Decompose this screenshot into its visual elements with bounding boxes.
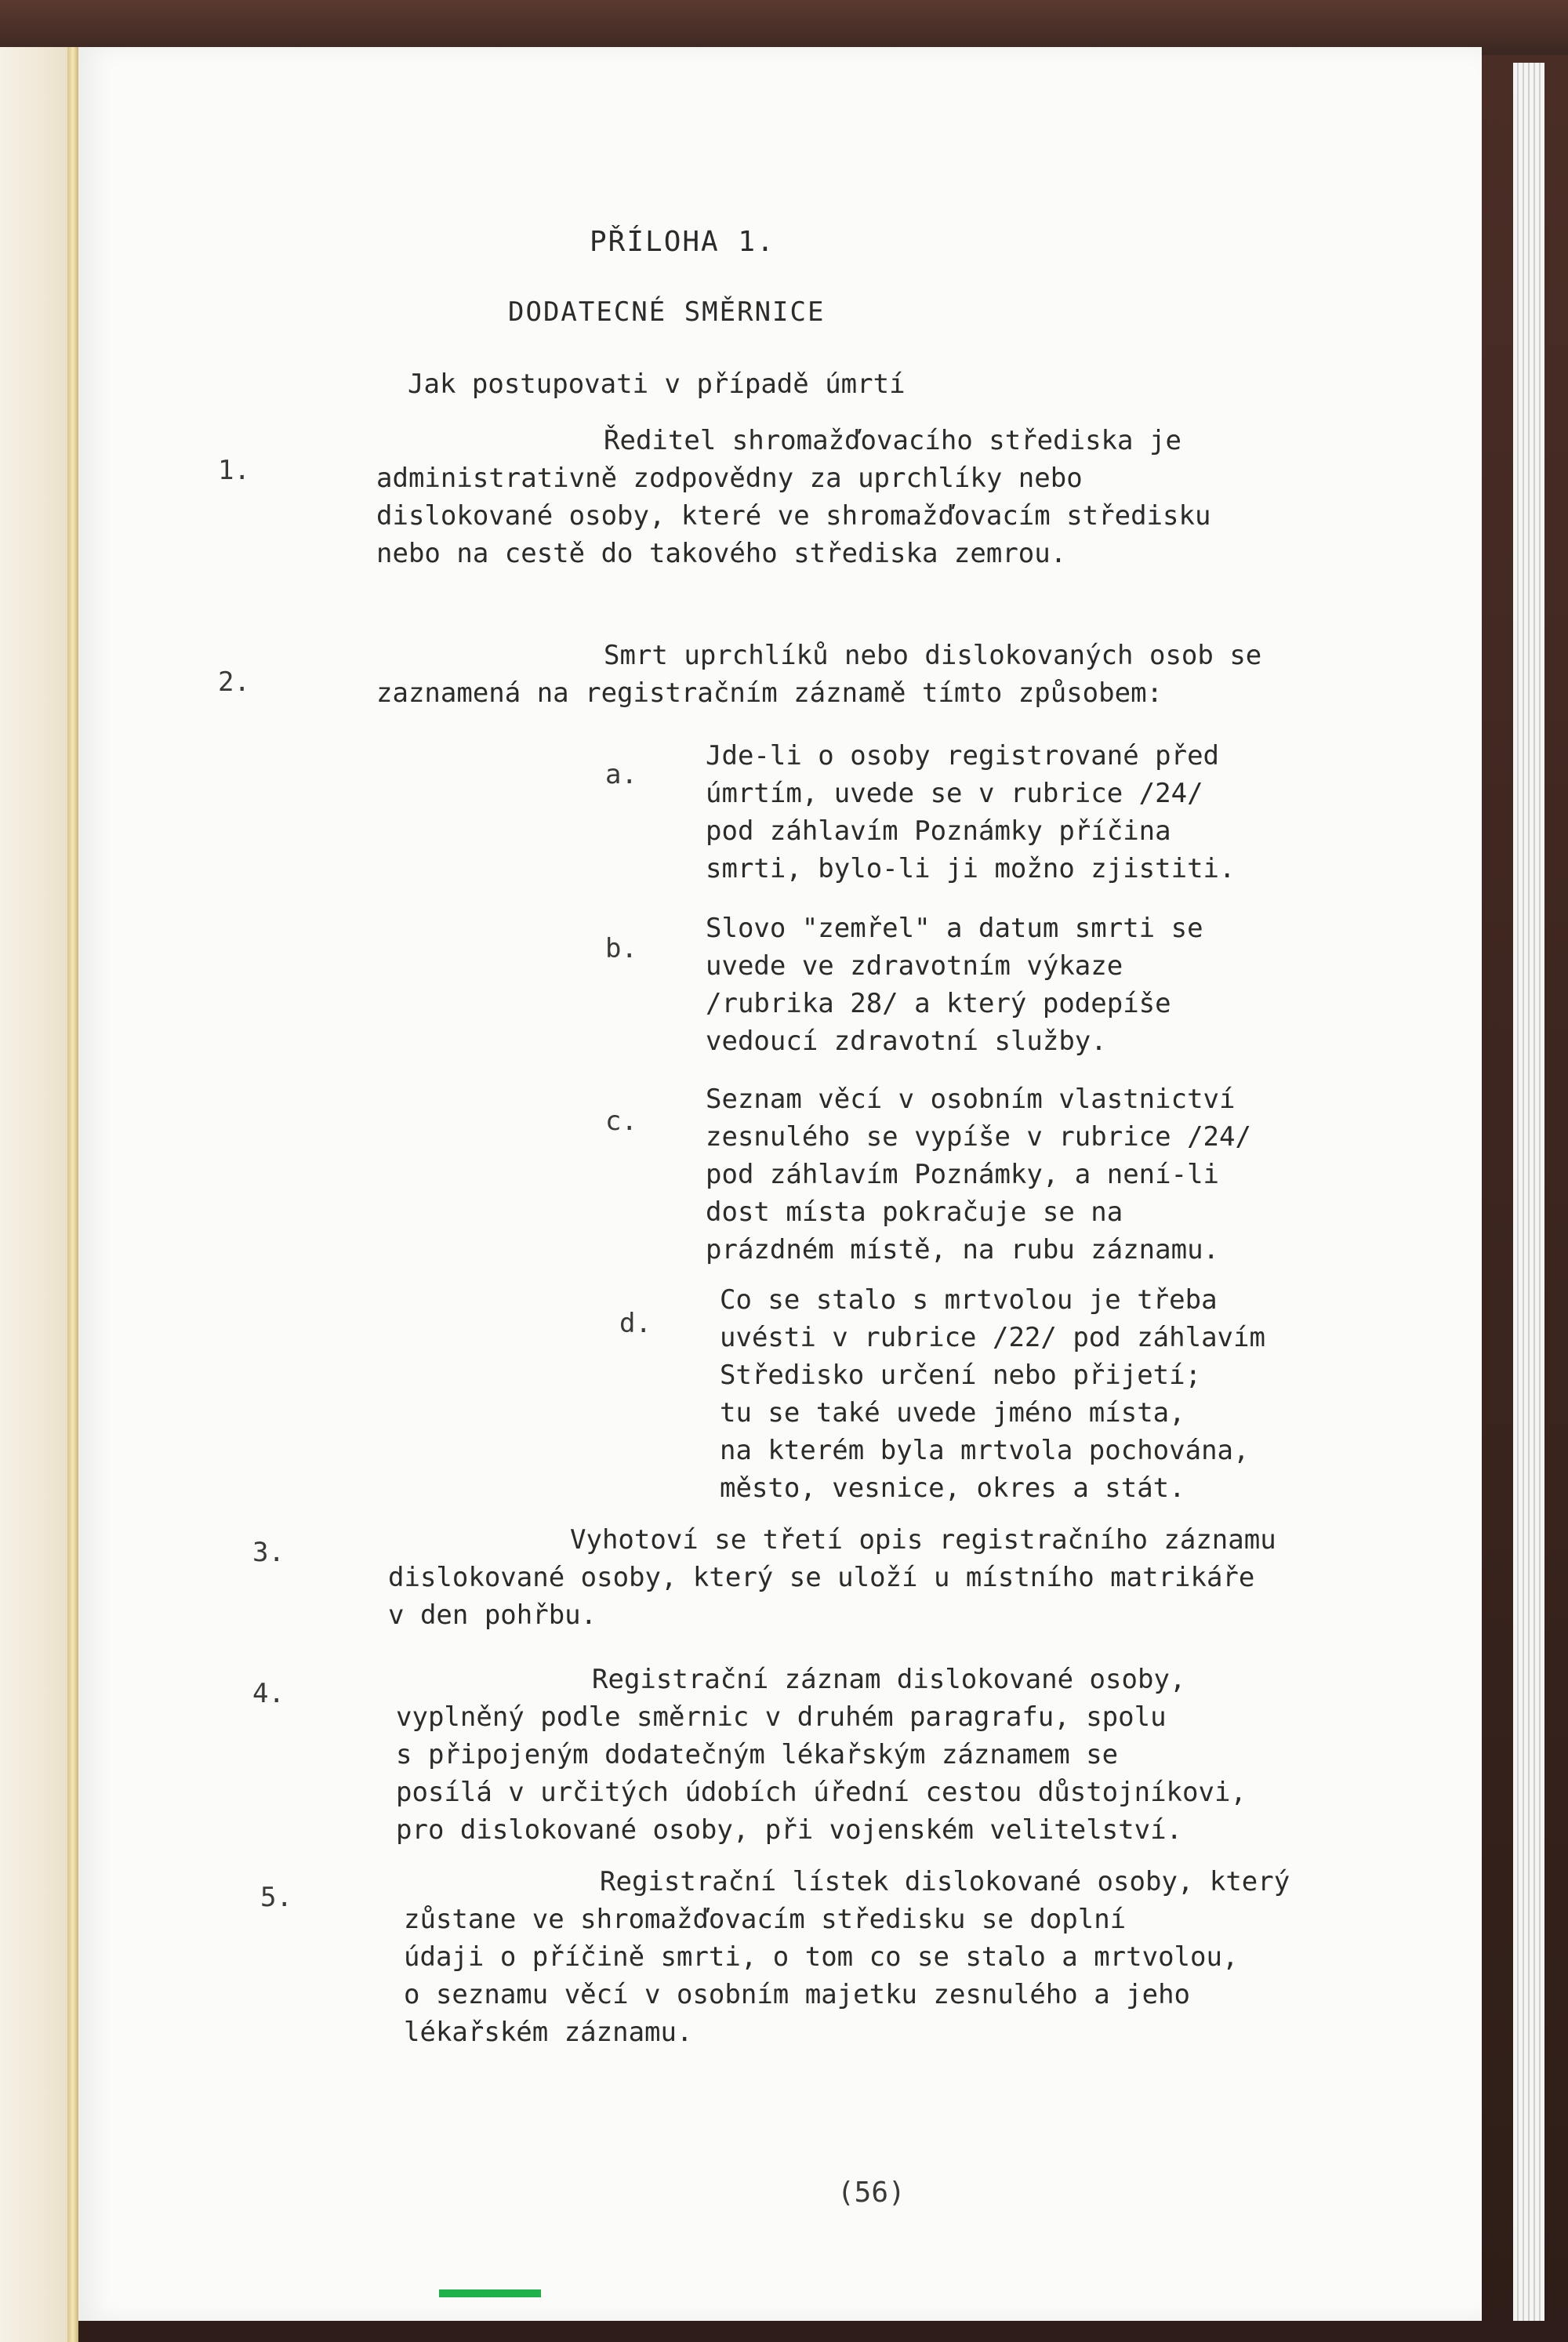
text-line: dislokované osoby, které ve shromažďovacím středisku — [376, 500, 1211, 532]
text-line: uvésti v rubrice /22/ pod záhlavím — [720, 1322, 1265, 1353]
text-line: nebo na cestě do takového střediska zemrou. — [376, 538, 1067, 569]
text-line: zaznamená na registračním záznamě tímto způsobem: — [376, 677, 1163, 709]
section-3-text — [388, 1521, 1276, 1634]
item-b-text — [706, 910, 1203, 1060]
item-letter: c. — [605, 1106, 637, 1137]
text-line: uvede ve zdravotním výkaze — [706, 950, 1123, 982]
section-1-text — [376, 422, 1210, 572]
section-2-text — [376, 637, 1261, 712]
section-number: 3. — [252, 1537, 285, 1568]
text-line: vyplněný podle směrnic v druhém paragrafu, spolu — [396, 1701, 1167, 1733]
item-a-text — [706, 737, 1236, 888]
item-letter: d. — [619, 1308, 652, 1339]
text-line: Registrační záznam dislokované osoby, — [592, 1664, 1186, 1695]
text-line: Jde-li o osoby registrované před — [706, 740, 1220, 772]
item-letter: a. — [605, 759, 637, 790]
page-content — [78, 47, 1482, 2321]
item-letter: b. — [605, 933, 637, 964]
text-line: Co se stalo s mrtvolou je třeba — [720, 1284, 1218, 1316]
text-line: s připojeným dodatečným lékařským záznamem se — [396, 1739, 1119, 1770]
text-line: Smrt uprchlíků nebo dislokovaných osob se — [604, 640, 1262, 671]
item-d-text — [720, 1281, 1265, 1507]
text-line: pro dislokované osoby, při vojenském velitelství. — [396, 1814, 1183, 1846]
text-line: pod záhlavím Poznámky, a není-li — [706, 1159, 1220, 1190]
page-number: (56) — [837, 2177, 906, 2209]
text-line: Středisko určení nebo přijetí; — [720, 1360, 1202, 1391]
text-line: úmrtím, uvede se v rubrice /24/ — [706, 778, 1203, 809]
text-line: vedoucí zdravotní služby. — [706, 1026, 1107, 1057]
text-line: posílá v určitých údobích úřední cestou důstojníkovi, — [396, 1777, 1247, 1808]
text-line: Slovo "zemřel" a datum smrti se — [706, 913, 1203, 944]
book-binding — [0, 47, 78, 2342]
text-line: zůstane ve shromažďovacím středisku se doplní — [404, 1904, 1127, 1935]
text-line: administrativně zodpovědny za uprchlíky nebo — [376, 463, 1083, 494]
page-edges — [1513, 63, 1544, 2321]
text-line: město, vesnice, okres a stát. — [720, 1472, 1185, 1504]
section-5-text — [404, 1863, 1290, 2051]
text-line: Registrační lístek dislokované osoby, který — [600, 1866, 1290, 1897]
text-line: smrti, bylo-li ji možno zjistiti. — [706, 853, 1236, 884]
text-line: lékařském záznamu. — [404, 2017, 693, 2048]
item-c-text — [706, 1080, 1251, 1269]
section-4-text — [396, 1661, 1247, 1849]
section-number: 1. — [218, 455, 250, 486]
green-scan-mark — [439, 2289, 541, 2297]
text-line: pod záhlavím Poznámky příčina — [706, 815, 1171, 847]
section-number: 4. — [252, 1678, 285, 1709]
intro-line: Jak postupovati v případě úmrtí — [408, 369, 906, 400]
text-line: prázdném místě, na rubu záznamu. — [706, 1234, 1220, 1265]
binding-strip — [67, 47, 78, 2342]
section-number: 5. — [260, 1882, 292, 1913]
text-line: Ředitel shromažďovacího střediska je — [604, 425, 1181, 456]
text-line: dost místa pokračuje se na — [706, 1196, 1123, 1228]
text-line: Vyhotoví se třetí opis registračního záznamu — [570, 1524, 1276, 1556]
page-subheading: DODATECNÉ SMĚRNICE — [508, 296, 826, 328]
page-heading: PŘÍLOHA 1. — [590, 226, 775, 258]
document-page — [78, 47, 1482, 2321]
text-line: Seznam věcí v osobním vlastnictví — [706, 1084, 1236, 1115]
text-line: v den pohřbu. — [388, 1599, 597, 1631]
text-line: údaji o příčině smrti, o tom co se stalo a mrtvolou, — [404, 1941, 1239, 1973]
text-line: zesnulého se vypíše v rubrice /24/ — [706, 1121, 1251, 1153]
text-line: tu se také uvede jméno místa, — [720, 1397, 1185, 1429]
text-line: /rubrika 28/ a který podepíše — [706, 988, 1171, 1019]
text-line: na kterém byla mrtvola pochována, — [720, 1435, 1250, 1466]
section-number: 2. — [218, 666, 250, 698]
text-line: dislokované osoby, který se uloží u místního matrikáře — [388, 1562, 1255, 1593]
text-line: o seznamu věcí v osobním majetku zesnulého a jeho — [404, 1979, 1191, 2010]
